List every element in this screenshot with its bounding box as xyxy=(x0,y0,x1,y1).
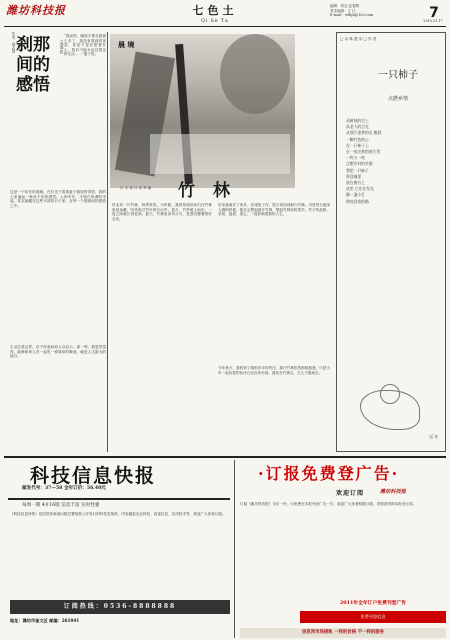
photo-shape xyxy=(220,34,290,114)
ad-right-logo: 潍坊科技报 xyxy=(380,489,406,495)
editor-line: 编辑：刘宝 赵春辉 xyxy=(330,4,360,8)
left-column-label: 作者：郝志国 xyxy=(12,32,16,53)
ads-divider xyxy=(234,460,235,638)
poem-line: 夜里 它还在发光 xyxy=(346,186,374,192)
poem-subtitle: 点燃乡情 xyxy=(387,96,408,102)
poem-line: 照亮回家的路 xyxy=(346,198,369,204)
ad-left-subscription: 邮发代号：37—58 全年订价：56.40元 xyxy=(22,486,106,491)
essay-byline: 文/邵 伟 xyxy=(60,40,65,54)
poem-body xyxy=(346,118,438,205)
photo-caption: 晨 境 xyxy=(118,40,135,49)
story-byline: 口 小 说 口 吴 秀 丽 xyxy=(120,186,152,190)
poem-title: 一只柿子 xyxy=(378,70,418,81)
section-pinyin: Qi Se Tu xyxy=(201,19,229,25)
ad-right-year: 2011年全年订户免费刊登广告 xyxy=(339,600,407,606)
essay-title: 刹那间的感悟 xyxy=(16,35,50,95)
poem-line: 从那片金黄的光 跳跃 xyxy=(346,130,382,136)
ink-sketch xyxy=(340,380,442,440)
page-number: 7 xyxy=(429,5,439,21)
ad-right-title: ·订报免费登广告· xyxy=(258,464,400,483)
column-divider xyxy=(107,32,108,452)
masthead: 潍坊科技报 xyxy=(6,4,66,17)
essay-text-upper: “我说你，晚饭不要在做那么多了，我没有看到的饭菜，你是不是在想着什么，我们不能永远过着这种生活……”妻子说。 xyxy=(64,34,106,57)
photo-shape xyxy=(150,134,290,174)
header-rule xyxy=(4,26,446,27)
ad-left-address: 地址：潍坊市奎文区 邮编：261041 xyxy=(10,618,80,623)
poem-line: 我把一只柿子 xyxy=(346,167,369,173)
ad-right-footer: 信息同市场接轨 一样的价格 不一样的服务 xyxy=(240,628,446,638)
ad-right-body: 订阅《潍坊科技报》全年一份，可免费在本报刊登广告一次，欢迎广大读者积极订阅，详情请咨询本报发行部。 xyxy=(240,502,417,506)
story-text-col1: 村北有一片竹林，四季常青。小时候，我常常和伙伴们在竹林里捉迷藏，听风吹过竹叶的沙沙声。春天，竹笋破土而出，一夜之间就长得老高；夏天，竹林里凉风习习，是我们避暑的好去处。 xyxy=(112,203,212,221)
story-text-col2: 后来我离开了家乡，在城里工作，很少再回到那片竹林。可是每当夜深人静的时候，我总会想起那片竹林，想起竹林里的笑声。竹子的品格，坚韧、挺拔、虚心，一直影响着我的人生。 xyxy=(218,203,330,217)
sketch-caption: 远 年 xyxy=(429,434,438,440)
poem-line: 从树枝的尖上 xyxy=(346,118,369,123)
poem-line: 在一只柿子上 xyxy=(346,142,369,148)
poem-line: 点燃乡村的乡愁 xyxy=(346,161,373,167)
section-header xyxy=(170,4,260,25)
section-title: 七色土 xyxy=(192,4,238,17)
story-title: 竹 林 xyxy=(178,181,236,201)
ad-left-title: 科技信息快报 xyxy=(30,465,157,487)
poem-header: □ 诗 林 漫 步 □ 作 者 xyxy=(340,37,377,41)
poem-line: 像一盏小灯 xyxy=(346,192,365,198)
editor-line: 美术编辑：王 江 xyxy=(330,8,356,13)
ad-right-welcome: 欢迎订阅 xyxy=(335,490,364,497)
ad-left-body: 《科技信息快报》是经国家新闻出版总署批准公开发行的科技类报纸，内容涵盖农业科技、致富信息、实用技术等，欢迎广大读者订阅。 xyxy=(10,512,226,516)
poem-line: 在一张泛黄的底片里 xyxy=(346,149,381,155)
feature-photo xyxy=(110,34,295,188)
essay-text-lower: 生活总是这样，在不经意间给人以启示。那一刻，我忽然觉得，能够和家人在一起吃一顿简单的晚饭，就是人生最大的福分。 xyxy=(10,345,106,359)
editor-info xyxy=(330,4,418,18)
poem-line: 一枚又一枚 xyxy=(346,155,365,161)
sketch-shape xyxy=(380,384,400,404)
essay-text-middle: 这是一个初冬的夜晚，在灯光下看着妻子做饭的背影，我的心里涌起一种说不出的感觉。人到中年，才明白所谓的幸福，其实就藏在这些平淡的日子里，在每一个刹那间的感悟之中。 xyxy=(10,190,106,208)
editor-line: E-mail：wfkjb@163.com xyxy=(330,13,374,18)
ad-right-red-bar: 免费刊登信息 xyxy=(300,611,446,623)
poem-line: 从老人的目光 xyxy=(346,124,369,130)
ad-left-hotline: 订阅热线：0536-8888888 xyxy=(10,600,230,614)
story-text-col3: 今年秋天，我回到了阔别多年的村庄，那片竹林依然郁郁葱葱，只是当年一起玩耍的伙伴已经各奔东西。我站在竹林边，久久不愿离去。 xyxy=(218,366,330,375)
poem-line: 带回城里 xyxy=(346,173,362,179)
poem-line: 放在窗台上 xyxy=(346,180,365,186)
ad-left-tagline: 每周一期 4开16版 信息丰富 实用性强 xyxy=(22,503,100,508)
page-date: 2010.11.17 xyxy=(423,19,443,23)
poem-line: 一颗红色的心 xyxy=(346,136,369,142)
ads-rule xyxy=(4,456,446,458)
